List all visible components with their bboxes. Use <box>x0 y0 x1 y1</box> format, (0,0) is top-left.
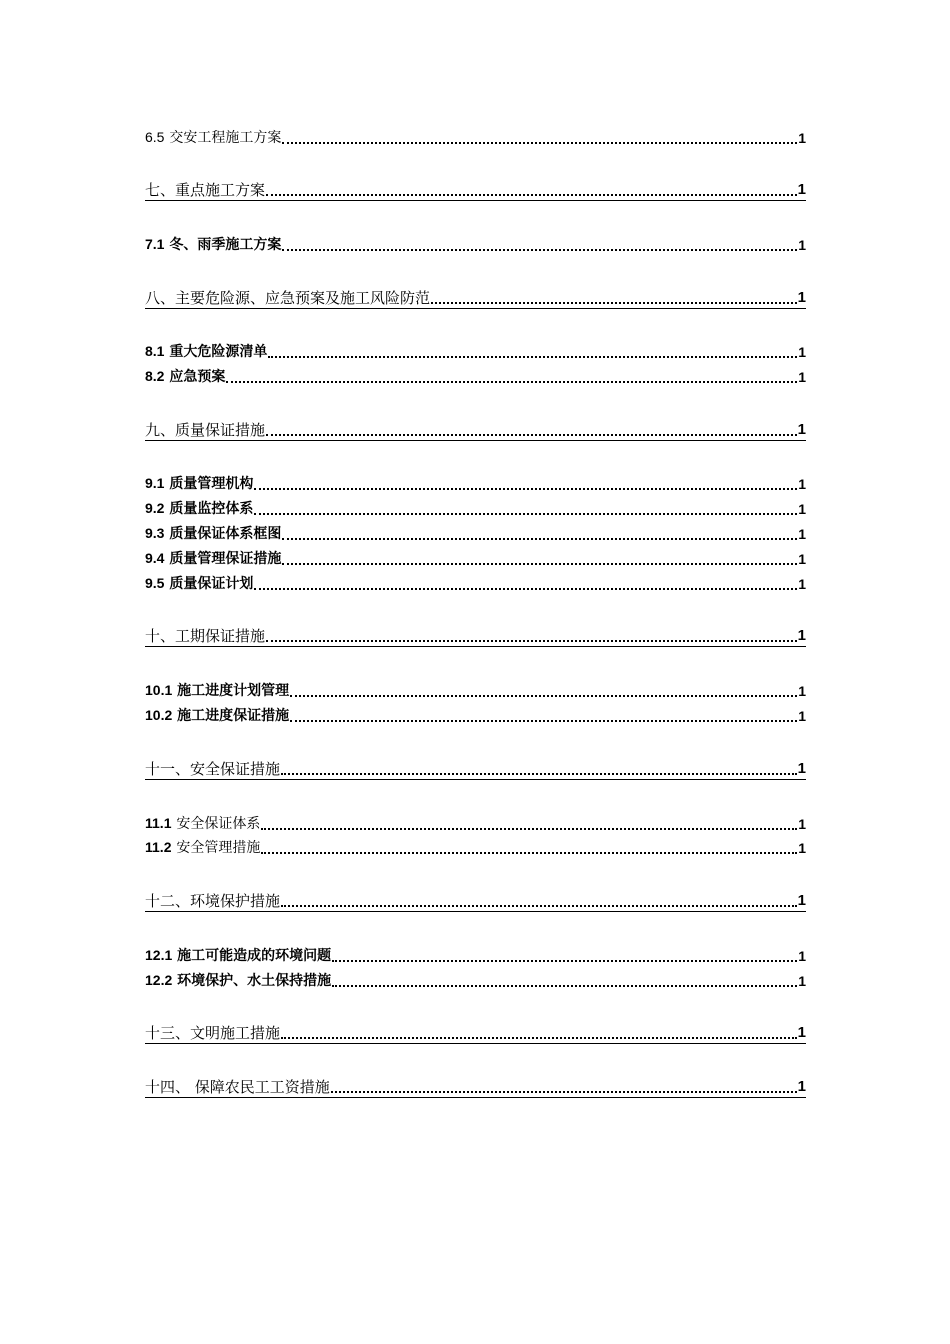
toc-page-number: 1 <box>798 237 806 253</box>
toc-entry-title: 8.2 应急预案 <box>145 368 226 385</box>
toc-entry-chapter-9[interactable] <box>145 421 806 439</box>
toc-page-number: 1 <box>797 1024 806 1041</box>
leader-dots <box>226 381 797 383</box>
toc-entry-9-1[interactable] <box>145 474 806 493</box>
toc-entry-chapter-14[interactable] <box>145 1078 806 1096</box>
toc-entry-title: 十二、环境保护措施 <box>145 892 281 910</box>
leader-dots <box>281 1037 797 1039</box>
toc-entry-9-4[interactable] <box>145 549 806 568</box>
toc-entry-title: 十一、安全保证措施 <box>145 760 281 778</box>
toc-entry-title: 十、工期保证措施 <box>145 627 266 645</box>
toc-entry-8-2[interactable] <box>145 367 806 386</box>
toc-page-number: 1 <box>798 476 806 492</box>
toc-entry-title: 11.1 安全保证体系 <box>145 815 261 832</box>
leader-dots <box>254 513 797 515</box>
toc-entry-title: 12.1 施工可能造成的环境问题 <box>145 947 332 964</box>
toc-page-number: 1 <box>798 708 806 724</box>
toc-page-number: 1 <box>798 526 806 542</box>
toc-entry-10-2[interactable] <box>145 706 806 725</box>
toc-entry-12-1[interactable] <box>145 946 806 965</box>
toc-entry-chapter-10[interactable] <box>145 627 806 645</box>
leader-dots <box>254 488 797 490</box>
toc-entry-title: 9.3 质量保证体系框图 <box>145 525 282 542</box>
toc-entry-title: 12.2 环境保护、水土保持措施 <box>145 972 332 989</box>
leader-dots <box>254 588 797 590</box>
toc-entry-title: 10.1 施工进度计划管理 <box>145 682 290 699</box>
toc-page-number: 1 <box>797 892 806 909</box>
toc-entry-title: 9.2 质量监控体系 <box>145 500 254 517</box>
leader-dots <box>332 960 797 962</box>
toc-entry-12-2[interactable] <box>145 971 806 990</box>
leader-dots <box>282 563 797 565</box>
toc-entry-title: 9.1 质量管理机构 <box>145 475 254 492</box>
toc-page-number: 1 <box>798 948 806 964</box>
toc-entry-title: 十三、文明施工措施 <box>145 1024 281 1042</box>
toc-page-number: 1 <box>798 840 806 856</box>
toc-page-number: 1 <box>798 551 806 567</box>
toc-page-number: 1 <box>798 816 806 832</box>
leader-dots <box>282 249 797 251</box>
leader-dots <box>261 852 797 854</box>
toc-entry-9-2[interactable] <box>145 499 806 518</box>
toc-entry-title: 十四、 保障农民工工资措施 <box>145 1078 330 1096</box>
toc-page-number: 1 <box>797 289 806 306</box>
toc-entry-chapter-11[interactable] <box>145 760 806 778</box>
toc-entry-6-5[interactable] <box>145 128 806 147</box>
toc-entry-title: 11.2 安全管理措施 <box>145 839 261 856</box>
toc-entry-11-2[interactable] <box>145 838 806 857</box>
leader-dots <box>266 434 797 436</box>
toc-entry-11-1[interactable] <box>145 814 806 833</box>
toc-entry-10-1[interactable] <box>145 681 806 700</box>
toc-entry-title: 10.2 施工进度保证措施 <box>145 707 290 724</box>
toc-entry-chapter-13[interactable] <box>145 1024 806 1042</box>
toc-page-number: 1 <box>798 369 806 385</box>
toc-entry-chapter-12[interactable] <box>145 892 806 910</box>
leader-dots <box>281 773 797 775</box>
toc-entry-8-1[interactable] <box>145 342 806 361</box>
toc-page-number: 1 <box>798 501 806 517</box>
toc-entry-title: 七、重点施工方案 <box>145 181 266 199</box>
leader-dots <box>331 1091 797 1093</box>
toc-entry-title: 6.5 交安工程施工方案 <box>145 129 282 146</box>
leader-dots <box>261 828 797 830</box>
leader-dots <box>332 985 797 987</box>
toc-page-number: 1 <box>797 1078 806 1095</box>
leader-dots <box>281 905 797 907</box>
toc-entry-title: 7.1 冬、雨季施工方案 <box>145 236 282 253</box>
toc-page-number: 1 <box>798 576 806 592</box>
toc-page-number: 1 <box>798 130 806 146</box>
toc-entry-title: 9.4 质量管理保证措施 <box>145 550 282 567</box>
leader-dots <box>266 194 797 196</box>
toc-page-number: 1 <box>797 760 806 777</box>
toc-page-number: 1 <box>798 973 806 989</box>
toc-entry-7-1[interactable] <box>145 235 806 254</box>
toc-entry-chapter-8[interactable] <box>145 289 806 307</box>
toc-page-number: 1 <box>798 344 806 360</box>
leader-dots <box>282 538 797 540</box>
toc-page-number: 1 <box>797 421 806 438</box>
toc-page-number: 1 <box>797 627 806 644</box>
toc-entry-title: 九、质量保证措施 <box>145 421 266 439</box>
leader-dots <box>266 640 797 642</box>
leader-dots <box>268 356 797 358</box>
leader-dots <box>431 302 797 304</box>
toc-page-number: 1 <box>798 683 806 699</box>
leader-dots <box>290 720 797 722</box>
leader-dots <box>282 142 797 144</box>
toc-entry-title: 8.1 重大危险源清单 <box>145 343 268 360</box>
toc-page-number: 1 <box>797 181 806 198</box>
toc-entry-9-3[interactable] <box>145 524 806 543</box>
leader-dots <box>290 695 797 697</box>
toc-entry-title: 9.5 质量保证计划 <box>145 575 254 592</box>
toc-entry-title: 八、主要危险源、应急预案及施工风险防范 <box>145 289 431 307</box>
toc-entry-9-5[interactable] <box>145 574 806 593</box>
toc-entry-chapter-7[interactable] <box>145 181 806 199</box>
